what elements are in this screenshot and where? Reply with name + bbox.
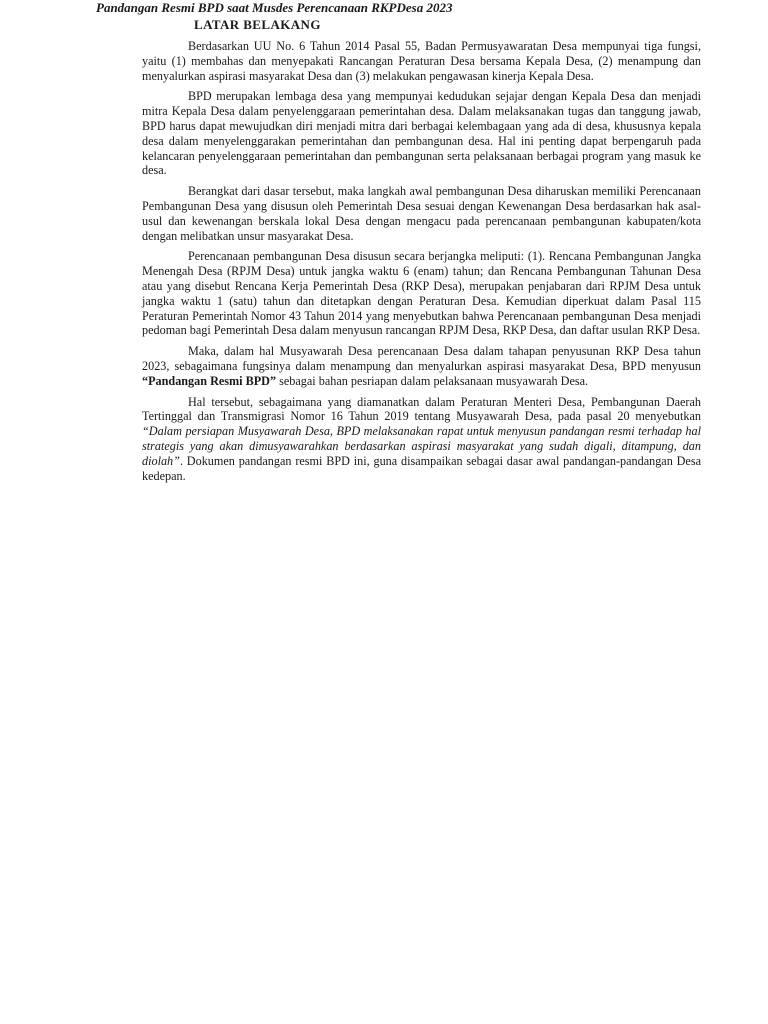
paragraph-5-text-end: sebagai bahan pesriapan dalam pelaksanaan musyawarah Desa. [276,373,589,388]
paragraph-5-text: Maka, dalam hal Musyawarah Desa perencanaan Desa dalam tahapan penyusunan RKP Desa tahun 2023, sebagaimana fungsinya dalam menampung dan menyalurkan aspirasi masyarakat Desa, BPD menyusun [142,344,701,373]
section-title: LATAR BELAKANG [194,17,321,32]
paragraph-6 [142,395,701,484]
document-body [142,39,701,483]
paragraph-6-text-end: . Dokumen pandangan resmi BPD ini, guna disampaikan sebagai dasar awal pandangan-pandangan Desa kedepan. [142,453,701,483]
paragraph-5 [142,344,701,388]
page-header: Pandangan Resmi BPD saat Musdes Perencanaan RKPDesa 2023 [96,0,453,15]
paragraph-4: Perencanaan pembangunan Desa disusun secara berjangka meliputi: (1). Rencana Pembangunan Jangka Menengah Desa (RPJM Desa) untuk jangka waktu 6 (enam) tahun; dan Rencana Pembangunan Tahunan Desa atau yang disebut Rencana Kerja Pemerintah Desa (RKP Desa), merupakan penjabaran dari RPJM Desa untuk jangka waktu 1 (satu) tahun dan ditetapkan dengan Peraturan Desa. Kemudian diperkuat dalam Pasal 115 Peraturan Pemerintah Nomor 43 Tahun 2014 yang menyebutkan bahwa Perencanaan pembangunan Desa menjadi pedoman bagi Pemerintah Desa dalam menyusun rancangan RPJM Desa, RKP Desa, dan daftar usulan RKP Desa. [142,249,701,338]
bold-term: “Pandangan Resmi BPD” [142,373,277,388]
paragraph-1: Berdasarkan UU No. 6 Tahun 2014 Pasal 55, Badan Permusyawaratan Desa mempunyai tiga fungsi, yaitu (1) membahas dan menyepakati Rancangan Peraturan Desa bersama Kepala Desa, (2) menampung dan menyalurkan aspirasi masyarakat Desa dan (3) melakukan pengawasan kinerja Kepala Desa. [142,39,701,83]
paragraph-3: Berangkat dari dasar tersebut, maka langkah awal pembangunan Desa diharuskan memiliki Perencanaan Pembangunan Desa yang disusun oleh Pemerintah Desa sesuai dengan Kewenangan Desa berdasarkan hak asal-usul dan kewenangan berskala lokal Desa dengan mengacu pada perencanaan pembangunan kabupaten/kota dengan melibatkan unsur masyarakat Desa. [142,184,701,243]
paragraph-2: BPD merupakan lembaga desa yang mempunyai kedudukan sejajar dengan Kepala Desa dan menjadi mitra Kepala Desa dalam penyelenggaraan pemerintahan desa. Dalam melaksanakan tugas dan tanggung jawab, BPD harus dapat mewujudkan diri menjadi mitra dari berbagai kelembagaan yang ada di desa, khususnya kepala desa dalam menyelenggarakan pemerintahan dan pembangunan desa. Hal ini penting dapat berpengaruh pada kelancaran penyelenggaraan pemerintahan dan pembangunan serta pelaksanaan berbagai program yang masuk ke desa. [142,89,701,178]
paragraph-6-text: Hal tersebut, sebagaimana yang diamanatkan dalam Peraturan Menteri Desa, Pembangunan Daerah Tertinggal dan Transmigrasi Nomor 16 Tahun 2019 tentang Musyawarah Desa, pada pasal 20 menyebutkan [142,394,701,424]
regulation-quote: “Dalam persiapan Musyawarah Desa, BPD melaksanakan rapat untuk menyusun pandangan resmi terhadap hal strategis yang akan dimusyawarahkan berdasarkan aspirasi masyarakat yang sudah digali, ditampung, dan diolah” [142,424,701,468]
